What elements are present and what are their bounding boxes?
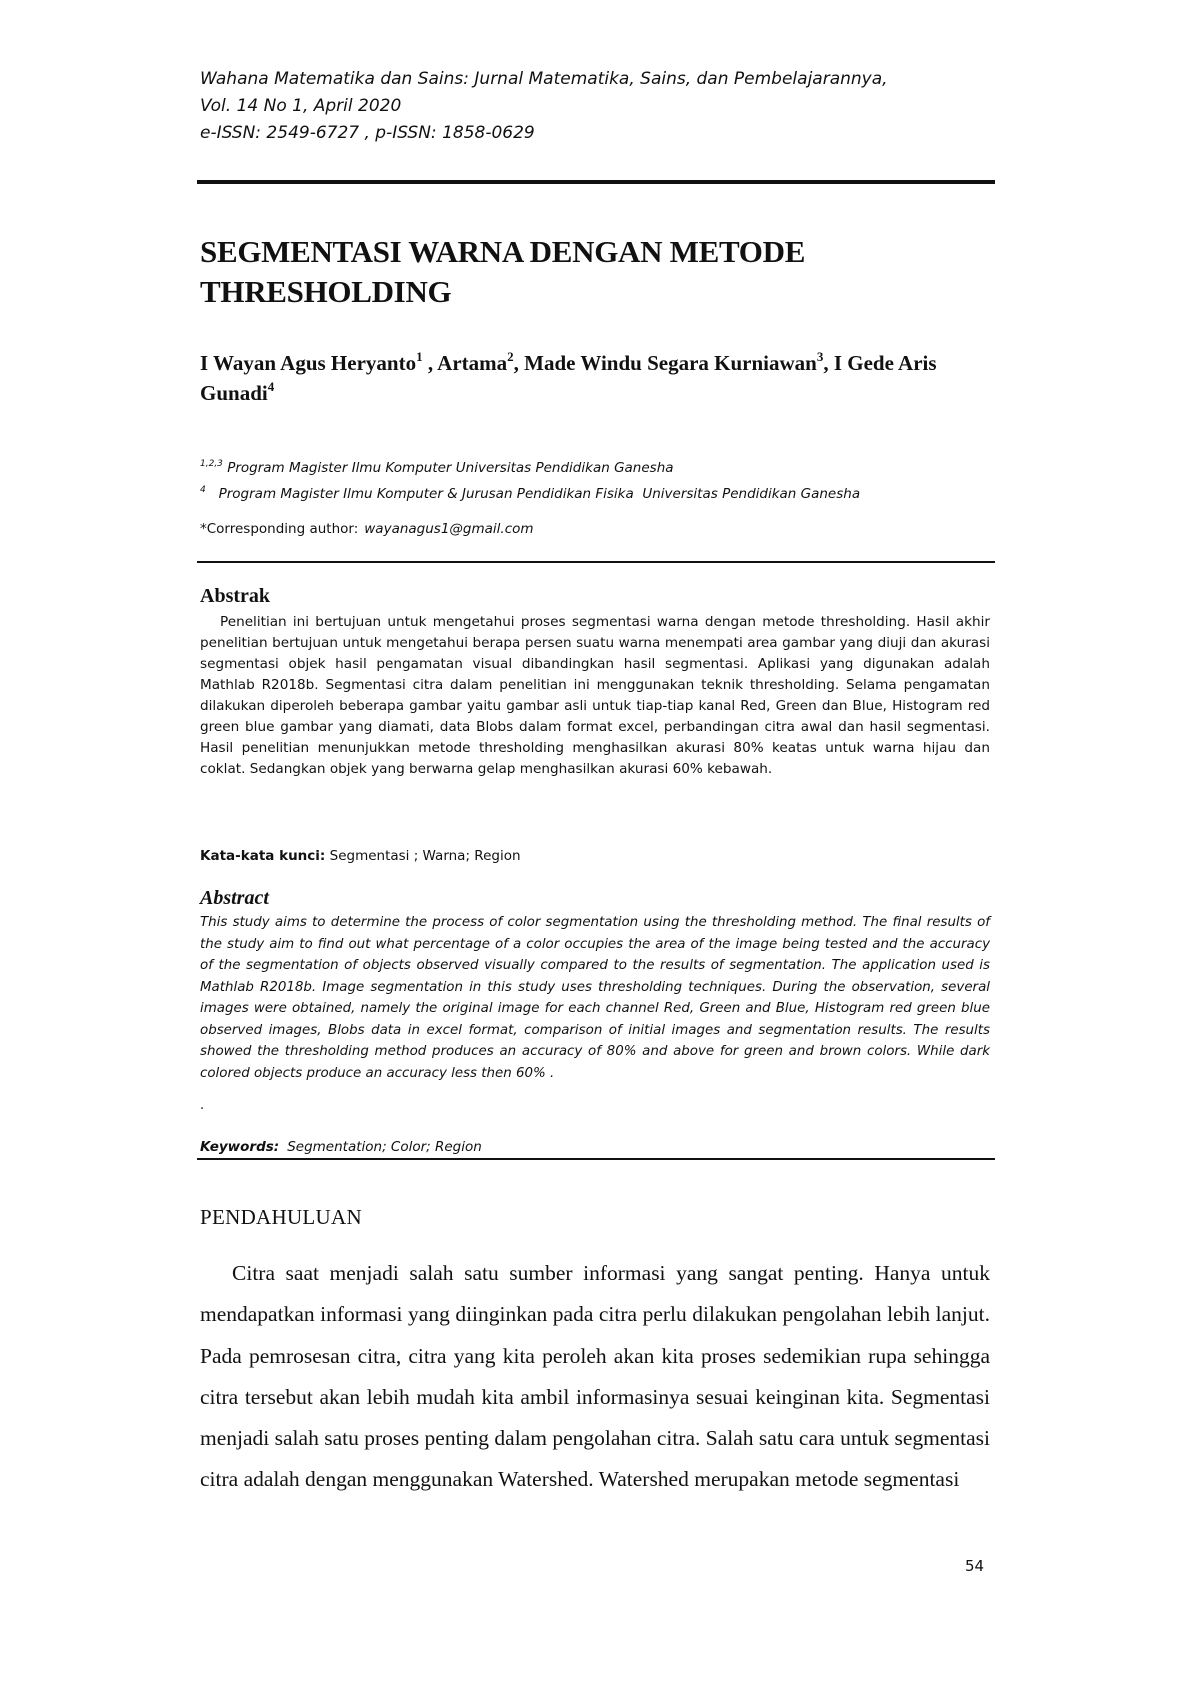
kata-kunci-values: Segmentasi ; Warna; Region [325, 848, 521, 864]
keywords-label: Keywords: [200, 1139, 280, 1155]
affiliations [200, 455, 990, 507]
abstract-trailing-dot: . [200, 1098, 205, 1113]
abstract-heading: Abstract [200, 887, 269, 909]
section-heading: PENDAHULUAN [200, 1205, 362, 1229]
corresponding-label: *Corresponding author: [200, 521, 359, 537]
corresponding-author [200, 518, 990, 540]
header-rule [197, 180, 995, 184]
corresponding-email[interactable]: wayanagus1@gmail.com [364, 521, 534, 537]
abstrak-text: Penelitian ini bertujuan untuk mengetahui proses segmentasi warna dengan metode thresholding. Hasil akhir penelitian bertujuan untuk mengetahui berapa persen suatu warna menempati area gambar yang diuji dan akurasi segmentasi objek hasil pengamatan visual dibandingkan hasil segmentasi. Aplikasi yang digunakan adalah Mathlab R2018b. Segmentasi citra dalam penelitian ini menggunakan teknik thresholding. Selama pengamatan dilakukan diperoleh beberapa gambar yaitu gambar asli untuk tiap-tiap kanal Red, Green dan Blue, Histogram red green blue gambar yang diamati, data Blobs dalam format excel, perbandingan citra awal dan hasil segmentasi. Hasil penelitian menunjukkan metode thresholding menghasilkan akurasi 80% keatas untuk warna hijau dan coklat. Sedangkan objek yang berwarna gelap menghasilkan akurasi 60% kebawah. [200, 614, 990, 777]
affiliation-1 [200, 455, 990, 481]
paper-title: SEGMENTASI WARNA DENGAN METODE THRESHOLDING [200, 234, 806, 309]
affiliation-2-sup: 4 [200, 485, 206, 495]
abstract-top-rule [197, 561, 995, 563]
affiliation-1-text: Program Magister Ilmu Komputer Universitas Pendidikan Ganesha [222, 460, 674, 476]
abstrak-heading: Abstrak [200, 585, 271, 607]
abstract-text: This study aims to determine the process of color segmentation using the thresholding method. The final results of the study aim to find out what percentage of a color occupies the area of the image being tested and the accuracy of the segmentation of objects observed visually compared to the results of segmentation. The application used is Mathlab R2018b. Image segmentation in this study uses thresholding techniques. During the observation, several images were obtained, namely the original image for each channel Red, Green and Blue, Histogram red green blue observed images, Blobs data in excel format, comparison of initial images and segmentation results. The results showed the thresholding method produces an accuracy of 80% and above for green and brown colors. While dark colored objects produce an accuracy less then 60% . [200, 915, 990, 1081]
author-1: I Wayan Agus Heryanto [200, 351, 417, 375]
author-3: , Made Windu Segara Kurniawan [513, 351, 817, 375]
author-3-sup: 3 [816, 349, 824, 364]
kata-kunci [200, 845, 990, 867]
journal-volume: Vol. 14 No 1, April 2020 [200, 96, 402, 116]
kata-kunci-label: Kata-kata kunci: [200, 848, 326, 864]
abstract-bottom-rule [197, 1158, 995, 1160]
journal-issn: e-ISSN: 2549-6727 , p-ISSN: 1858-0629 [200, 123, 535, 143]
author-2-sup: 2 [507, 349, 514, 364]
journal-name: Wahana Matematika dan Sains: Jurnal Matematika, Sains, dan Pembelajarannya, [200, 69, 888, 89]
page-number: 54 [965, 1557, 985, 1575]
affiliation-2 [200, 481, 990, 507]
keywords-values: Segmentation; Color; Region [287, 1139, 482, 1155]
affiliation-1-sup: 1,2,3 [200, 459, 223, 469]
section-body: Citra saat menjadi salah satu sumber informasi yang sangat penting. Hanya untuk mendapatkan informasi yang diinginkan pada citra perlu dilakukan pengolahan lebih lanjut. Pada pemrosesan citra, citra yang kita peroleh akan kita proses sedemikian rupa sehingga citra tersebut akan lebih mudah kita ambil informasinya sesuai keinginan kita. Segmentasi menjadi salah satu proses penting dalam pengolahan citra. Salah satu cara untuk segmentasi citra adalah dengan menggunakan Watershed. Watershed merupakan metode segmentasi [200, 1261, 990, 1492]
keywords [200, 1136, 990, 1158]
author-4: , I Gede Aris Gunadi [200, 351, 937, 405]
author-list [200, 348, 990, 408]
author-2: , Artama [422, 351, 508, 375]
journal-header [200, 66, 1000, 147]
author-4-sup: 4 [267, 379, 275, 394]
author-1-sup: 1 [416, 349, 423, 364]
affiliation-2-text: Program Magister Ilmu Komputer & Jurusan Pendidikan Fisika Universitas Pendidikan Ganesha [205, 486, 861, 502]
